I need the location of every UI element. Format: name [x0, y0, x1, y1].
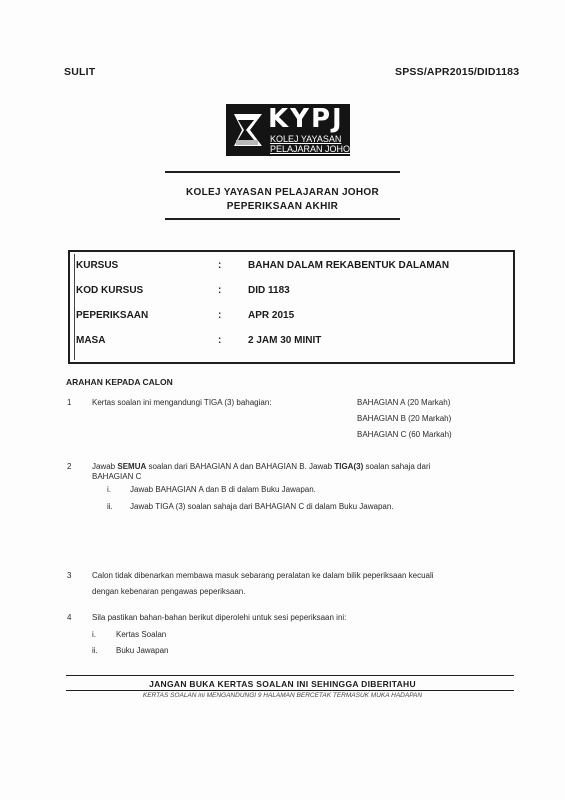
classification-label: SULIT [64, 66, 96, 78]
info-label-time: MASA [76, 335, 106, 346]
item3-line2: dengan kebenaran pengawas peperiksaan. [92, 587, 246, 596]
logo-text-line2: PELAJARAN JOHOR [270, 144, 357, 154]
info-colon: : [218, 285, 222, 296]
section-b: BAHAGIAN B (20 Markah) [357, 414, 452, 423]
item4-text: Sila pastikan bahan-bahan berikut diperolehi untuk sesi peperiksaan ini: [92, 613, 347, 622]
footer-bottom-rule [66, 690, 514, 691]
section-a: BAHAGIAN A (20 Markah) [357, 398, 451, 407]
section-c: BAHAGIAN C (60 Markah) [357, 430, 452, 439]
info-label-course: KURSUS [76, 260, 119, 271]
item2-sub2-text: Jawab TIGA (3) soalan sahaja dari BAHAGIAN C di dalam Buku Jawapan. [130, 502, 394, 511]
subitem-number: i. [92, 630, 96, 639]
item3-line1: Calon tidak dibenarkan membawa masuk sebarang peralatan ke dalam bilik peperiksaan kecuali [92, 571, 434, 580]
footer-warning: JANGAN BUKA KERTAS SOALAN INI SEHINGGA DIBERITAHU [149, 679, 416, 689]
kypj-logo [226, 104, 357, 156]
item-number: 1 [67, 398, 72, 407]
item1-text: Kertas soalan ini mengandungi TIGA (3) bahagian: [92, 398, 272, 407]
info-colon: : [218, 335, 222, 346]
item2-sub1-text: Jawab BAHAGIAN A dan B di dalam Buku Jawapan. [130, 485, 316, 494]
info-value-course: BAHAN DALAM REKABENTUK DALAMAN [248, 260, 450, 271]
subitem-number: i. [107, 485, 111, 494]
info-value-exam: APR 2015 [248, 310, 295, 321]
info-value-time: 2 JAM 30 MINIT [248, 335, 322, 346]
kypj-emblem-icon [232, 110, 264, 150]
item-number: 4 [67, 613, 72, 622]
document-code: SPSS/APR2015/DID1183 [395, 66, 520, 78]
item4-sub1-text: Kertas Soalan [116, 630, 167, 639]
logo-text-line1: KOLEJ YAYASAN [270, 134, 342, 144]
box-inner-line [74, 254, 75, 360]
subitem-number: ii. [107, 502, 113, 511]
info-label-course-code: KOD KURSUS [76, 285, 144, 296]
info-colon: : [218, 310, 222, 321]
title-bottom-rule [165, 218, 400, 220]
instructions-heading: ARAHAN KEPADA CALON [66, 377, 173, 387]
subitem-number: ii. [92, 646, 98, 655]
logo-brand: KYPJ [268, 104, 344, 134]
info-colon: : [218, 260, 222, 271]
course-info-box [68, 250, 515, 364]
item-number: 2 [67, 462, 72, 471]
item-number: 3 [67, 571, 72, 580]
info-label-exam: PEPERIKSAAN [76, 310, 149, 321]
item4-sub2-text: Buku Jawapan [116, 646, 169, 655]
college-name: KOLEJ YAYASAN PELAJARAN JOHOR [185, 187, 380, 198]
exam-type: PEPERIKSAAN AKHIR [226, 201, 339, 212]
footer-page-note: KERTAS SOALAN ini MENGANDUNGI 9 HALAMAN BERCETAK TERMASUK MUKA HADAPAN [142, 692, 423, 699]
item2-text: Jawab SEMUA soalan dari BAHAGIAN A dan BAHAGIAN B. Jawab TIGA(3) soalan sahaja dari [92, 462, 431, 471]
info-value-course-code: DID 1183 [248, 285, 290, 296]
title-top-rule [165, 171, 400, 173]
item2-text-line2: BAHAGIAN C [92, 472, 142, 481]
footer-top-rule [66, 675, 514, 676]
